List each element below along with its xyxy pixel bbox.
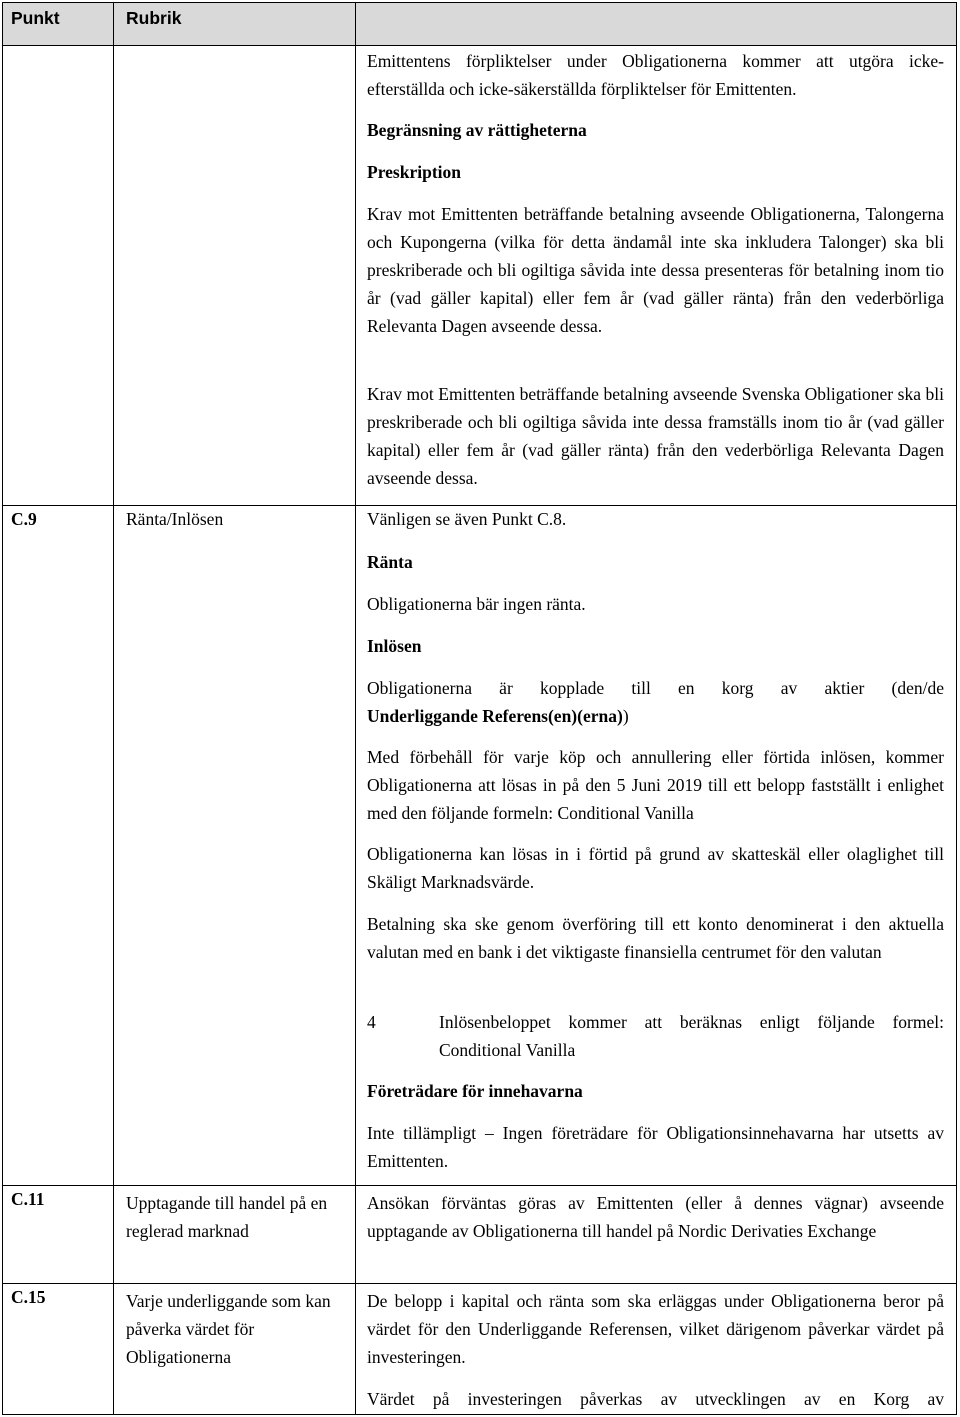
paragraph-claims-2: Krav mot Emittenten beträffande betalning avseende Svenska Obligationer ska bli preskriberade och bli ogiltiga såvida inte dessa framställs inom tio år (vad gäller kapital) eller fem år (vad gäller ränta) från den vederbörliga Relevanta Dagen avseende dessa. bbox=[367, 384, 944, 488]
heading-restriction: Begränsning av rättigheterna bbox=[367, 120, 587, 140]
paragraph-no-interest: Obligationerna bär ingen ränta. bbox=[367, 594, 586, 614]
header-punkt: Punkt bbox=[11, 8, 60, 28]
paragraph-amounts: De belopp i kapital och ränta som ska erläggas under Obligationerna beror på värdet för den Underliggande Referensen, vilket därigenom påverkar värdet på investeringen. bbox=[367, 1291, 944, 1367]
row-rubrik-c11: Upptagande till handel på en reglerad marknad bbox=[126, 1193, 328, 1241]
heading-interest: Ränta bbox=[367, 552, 413, 572]
row-rubrik-c15: Varje underliggande som kan påverka värdet för Obligationerna bbox=[126, 1291, 331, 1367]
heading-prescription: Preskription bbox=[367, 162, 461, 182]
paragraph-value: Värdet på investeringen påverkas av utvecklingen av en Korg av bbox=[367, 1389, 944, 1409]
list-item-number: 4 bbox=[367, 1012, 376, 1032]
paragraph-not-applicable: Inte tillämpligt – Ingen företrädare för Obligationsinnehavarna har utsetts av Emittenten. bbox=[367, 1123, 944, 1171]
row-separator bbox=[2, 1185, 957, 1186]
heading-redemption: Inlösen bbox=[367, 636, 422, 656]
row-rubrik-c9: Ränta/Inlösen bbox=[126, 509, 224, 529]
row-separator bbox=[2, 1283, 957, 1284]
column-divider bbox=[355, 2, 356, 1415]
paragraph-subject: Med förbehåll för varje köp och annullering eller förtida inlösen, kommer Obligationerna att lösas in på den 5 Juni 2019 till ett belopp fastställt i enlighet med den följande formeln: Conditional Vanilla bbox=[367, 747, 944, 823]
paragraph-linked-line2: Underliggande Referens(en)(erna)) bbox=[367, 706, 629, 726]
paragraph-admission: Ansökan förväntas göras av Emittenten (eller å dennes vägnar) avseende upptagande av Obligationerna till handel på Nordic Derivaties Exchange bbox=[367, 1193, 944, 1241]
header-rubrik: Rubrik bbox=[126, 8, 182, 28]
row-punkt-c9: C.9 bbox=[11, 509, 37, 529]
paragraph-obligations: Emittentens förpliktelser under Obligationerna kommer att utgöra icke-efterställda och icke-säkerställda förpliktelser för Emittenten. bbox=[367, 51, 944, 99]
paragraph-tax: Obligationerna kan lösas in i förtid på grund av skatteskäl eller olaglighet till Skäligt Marknadsvärde. bbox=[367, 844, 944, 892]
paragraph-claims-1: Krav mot Emittenten beträffande betalning avseende Obligationerna, Talongerna och Kupongerna (vilka för detta ändamål inte ska inkludera Talonger) ska bli preskriberade och bli ogiltiga såvida inte dessa presenteras för betalning inom tio år (vad gäller kapital) eller fem år (vad gäller ränta) från den vederbörliga Relevanta Dagen avseende dessa. bbox=[367, 204, 944, 336]
column-divider bbox=[113, 2, 114, 1415]
row-punkt-c15: C.15 bbox=[11, 1287, 46, 1307]
row-punkt-c11: C.11 bbox=[11, 1189, 45, 1209]
list-item-text: Inlösenbeloppet kommer att beräknas enligt följande formel: Conditional Vanilla bbox=[439, 1012, 944, 1060]
paragraph-linked-line1: Obligationerna är kopplade till en korg av aktier (den/de bbox=[367, 678, 944, 698]
underlying-reference-term: Underliggande Referens(en)(erna) bbox=[367, 706, 623, 726]
heading-representative: Företrädare för innehavarna bbox=[367, 1081, 583, 1101]
paragraph-see: Vänligen se även Punkt C.8. bbox=[367, 509, 567, 529]
paragraph-payment: Betalning ska ske genom överföring till ett konto denominerat i den aktuella valutan med en bank i det viktigaste finansiella centrumet för den valutan bbox=[367, 914, 944, 962]
